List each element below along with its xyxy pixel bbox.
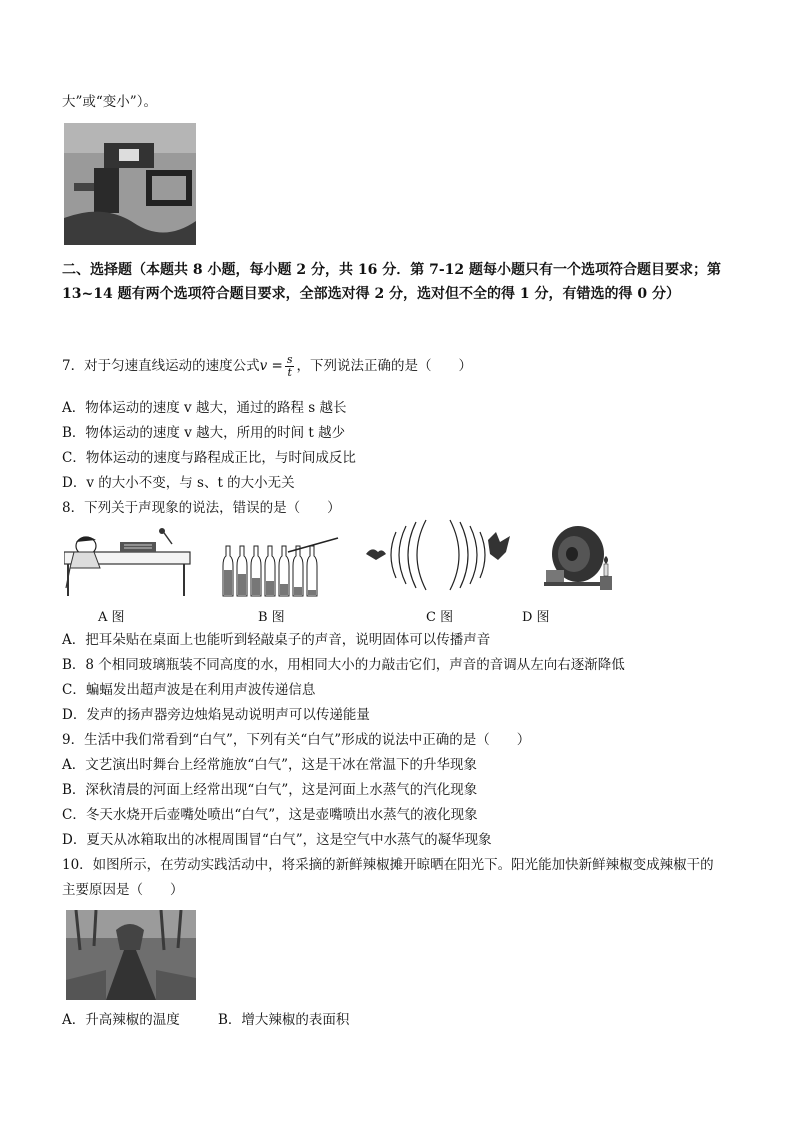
q10-stem-line1: 10．如图所示，在劳动实践活动中，将采摘的新鲜辣椒摊开晾晒在阳光下。阳光能加快新鲜辣椒变成辣椒干的	[62, 857, 714, 873]
q8-caption-b: B 图	[258, 610, 285, 625]
q8-caption-a: A 图	[98, 610, 125, 625]
q8-figure-b	[218, 536, 340, 598]
q9-option-c: C．冬天水烧开后壶嘴处喷出“白气”，这是壶嘴喷出水蒸气的液化现象	[62, 807, 478, 823]
q8-caption-c: C 图	[426, 610, 454, 625]
q7-stem	[62, 354, 472, 379]
q8-option-d: D．发声的扬声器旁边烛焰晃动说明声可以传递能量	[62, 707, 370, 723]
q7-formula-numerator: s	[286, 353, 293, 366]
previous-question-tail: 大”或“变小”）。	[62, 94, 157, 110]
chili-drying-photo	[66, 910, 196, 1000]
q7-option-c: C．物体运动的速度与路程成正比，与时间成反比	[62, 450, 356, 466]
q7-option-b: B．物体运动的速度 v 越大，所用的时间 t 越少	[62, 425, 346, 441]
device-photo	[64, 123, 196, 245]
q8-caption-d: D 图	[522, 610, 550, 625]
q9-option-b: B．深秋清晨的河面上经常出现“白气”，这是河面上水蒸气的汽化现象	[62, 782, 478, 798]
q7-stem-text: 7．对于匀速直线运动的速度公式	[62, 358, 260, 374]
q10-option-a: A．升高辣椒的温度	[62, 1012, 180, 1028]
q9-option-d: D．夏天从冰箱取出的冰棍周围冒“白气”，这是空气中水蒸气的凝华现象	[62, 832, 492, 848]
q8-option-b: B．8 个相同玻璃瓶装不同高度的水，用相同大小的力敲击它们，声音的音调从左向右逐渐降低	[62, 657, 625, 673]
q7-formula-fraction	[285, 354, 295, 379]
q9-stem: 9．生活中我们常看到“白气”，下列有关“白气”形成的说法中正确的是（ ）	[62, 732, 531, 748]
q8-option-c: C．蝙蝠发出超声波是在利用声波传递信息	[62, 682, 316, 698]
q7-formula-denominator: t	[287, 366, 292, 379]
q10-option-b: B．增大辣椒的表面积	[218, 1012, 350, 1028]
q7-stem-end: ，下列说法正确的是（ ）	[296, 358, 472, 374]
q8-stem: 8．下列关于声现象的说法，错误的是（ ）	[62, 500, 341, 516]
q8-figure-a	[64, 528, 192, 598]
q8-option-a: A．把耳朵贴在桌面上也能听到轻敲桌子的声音，说明固体可以传播声音	[62, 632, 491, 648]
q9-option-a: A．文艺演出时舞台上经常施放“白气”，这是干冰在常温下的升华现象	[62, 757, 478, 773]
section-title: 二、选择题（本题共 8 小题，每小题 2 分，共 16 分．第 7-12 题每小题只有一个选项符合题目要求；第 13~14 题有两个选项符合题目要求，全部选对得 2 分，选对但不全的得 1 分，有错选的得 0 分）	[62, 262, 721, 302]
q10-stem-line2: 主要原因是（ ）	[62, 882, 184, 898]
q7-option-a: A．物体运动的速度 v 越大，通过的路程 s 越长	[62, 400, 347, 416]
q7-option-d: D．v 的大小不变，与 s、t 的大小无关	[62, 475, 295, 491]
q7-formula-lhs: v =	[259, 358, 283, 374]
q8-figure-c	[362, 518, 514, 592]
q8-figure-d	[538, 522, 628, 596]
